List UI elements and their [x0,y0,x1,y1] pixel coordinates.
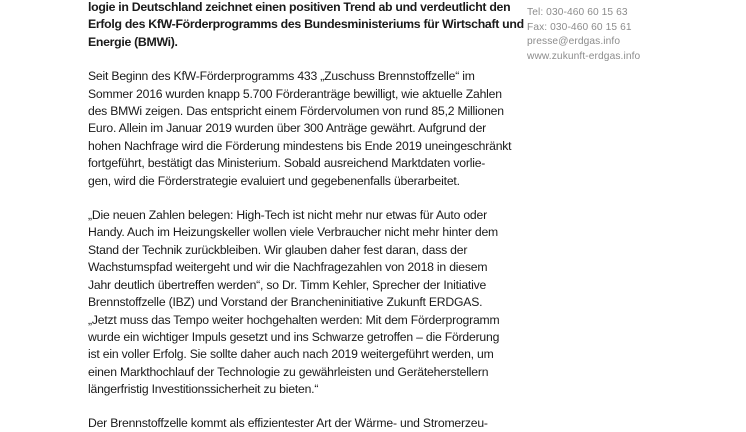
paragraph-line: Stand der Technik zurückbleiben. Wir glauben daher fest daran, dass der [88,242,468,257]
paragraph-line: Der Brennstoffzelle kommt als effizientester Art der Wärme- und Stromerzeu- [88,415,488,430]
paragraph-line: Wachstumspfad weitergeht und wir die Nachfragezahlen von 2018 in diesem [88,260,488,275]
contact-phone: Tel: 030-460 60 15 63 [527,7,628,18]
paragraph-line: Handy. Auch im Heizungskeller wollen viele Verbraucher nicht mehr hinter dem [88,225,498,240]
paragraph-line: Jahr deutlich übertreffen werden“, so Dr. Timm Kehler, Sprecher der Initiative [88,277,487,292]
paragraph-funding-statistics [88,68,520,190]
paragraph-line: längerfristig Investitionssicherheit zu bieten.“ [88,382,319,397]
paragraph-line: „Jetzt muss das Tempo weiter hochgehalten werden: Mit dem Förderprogramm [88,312,500,327]
press-release-body [88,0,524,432]
paragraph-line: gen, wird die Förderstrategie evaluiert und gegebenenfalls überarbeitet. [88,173,460,188]
paragraph-line: „Die neuen Zahlen belegen: High-Tech ist nicht mehr nur etwas für Auto oder [88,208,487,223]
paragraph-line: ist ein voller Erfolg. Sie sollte daher auch nach 2019 weitergeführt werden, um [88,347,494,362]
paragraph-line: einen Markthochlauf der Technologie zu gewährleisten und Geräteherstellern [88,364,489,379]
paragraph-line: Seit Beginn des KfW-Förderprogramms 433 „Zuschuss Brennstoffzelle“ im [88,69,475,84]
paragraph-line: Euro. Allein im Januar 2019 wurden über 300 Anträge gewährt. Aufgrund der [88,121,487,136]
contact-email-link[interactable]: presse@erdgas.info [527,36,621,48]
paragraph-line: Sommer 2016 wurden knapp 5.700 Förderanträge bewilligt, wie aktuelle Zahlen [88,86,502,101]
paragraph-line: hohen Nachfrage wird die Förderung mindestens bis Ende 2019 uneingeschränkt [88,138,512,153]
paragraph-line: Brennstoffzelle (IBZ) und Vorstand der Brancheninitiative Zukunft ERDGAS. [88,295,483,310]
lead-line: logie in Deutschland zeichnet einen positiven Trend ab und verdeutlicht den [88,0,511,14]
contact-fax: Fax: 030-460 60 15 61 [527,21,632,33]
contact-website-link[interactable]: www.zukunft-erdgas.info [527,50,641,62]
paragraph-line: des BMWi zeigen. Das entspricht einem Fördervolumen von rund 85,2 Millionen [88,104,504,119]
lead-line: Energie (BMWi). [88,34,178,49]
lead-line: Erfolg des KfW-Förderprogramms des Bundesministeriums für Wirtschaft und [88,17,524,32]
paragraph-line: wurde ein wichtiger Impuls gesetzt und ins Schwarze getroffen – die Förderung [88,329,500,344]
paragraph-line: fortgeführt, bestätigt das Ministerium. Sobald ausreichend Marktdaten vorlie- [88,156,486,171]
lead-paragraph [88,0,524,51]
paragraph-quote [88,207,520,398]
contact-info [527,6,727,64]
paragraph-efficiency [88,415,520,432]
